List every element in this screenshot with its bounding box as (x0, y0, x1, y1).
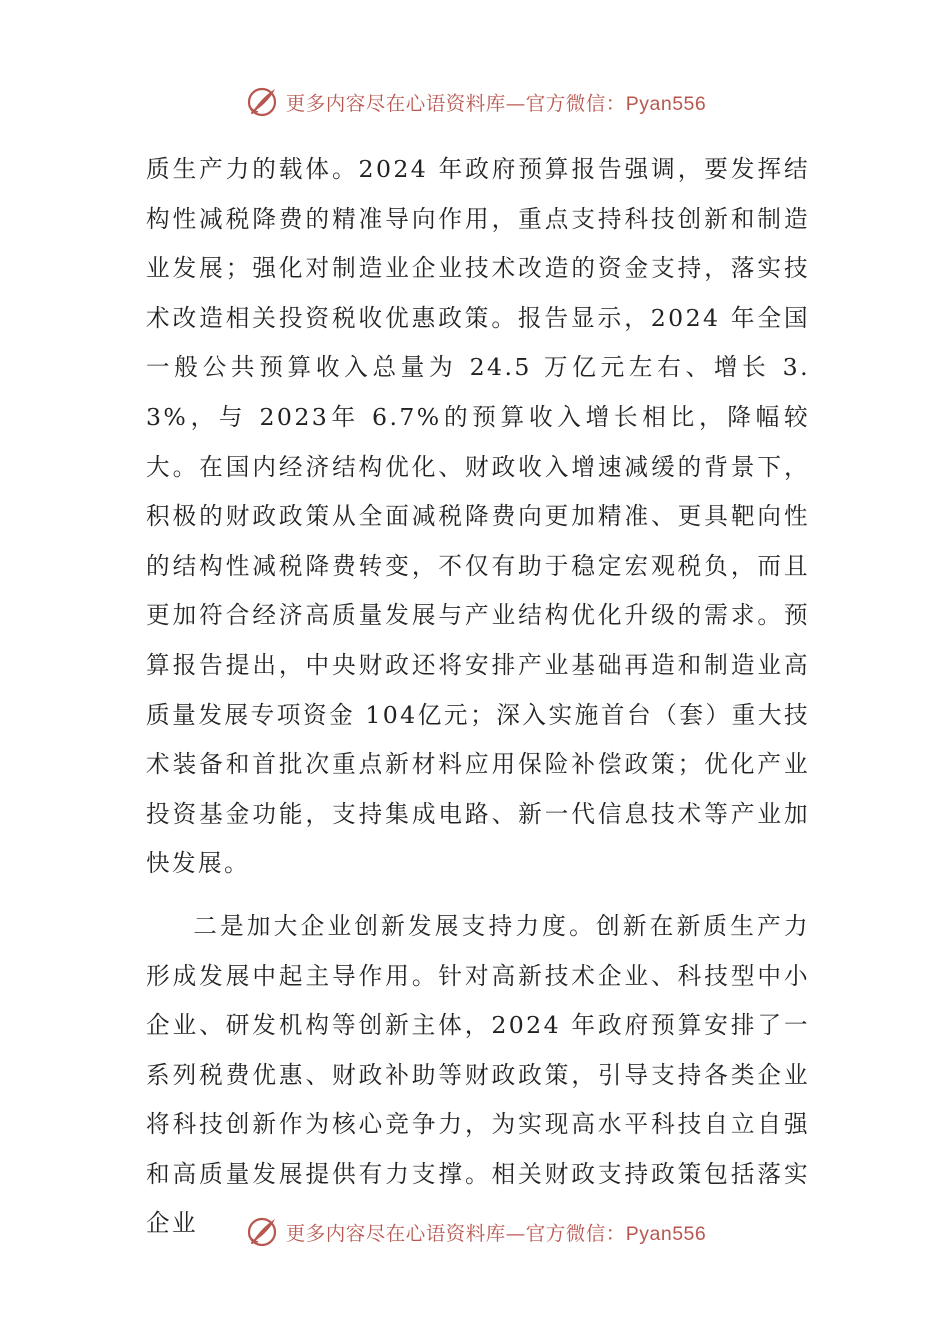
header-wechat-handle: Pyan556 (625, 93, 707, 115)
footer-banner-text: 更多内容尽在心语资料库—官方微信：Pyan556 (285, 1222, 707, 1245)
quill-pen-logo-icon (244, 84, 280, 120)
footer-banner (0, 1212, 950, 1252)
header-banner-text: 更多内容尽在心语资料库—官方微信：Pyan556 (285, 92, 707, 115)
header-banner (0, 82, 950, 122)
paragraph-continued: 质生产力的载体。2024 年政府预算报告强调，要发挥结构性减税降费的精准导向作用，重点支持科技创新和制造业发展；强化对制造业企业技术改造的资金支持，落实技术改造相关投资税收优惠政策。报告显示，2024 年全国一般公共预算收入总量为 24.5 万亿元左右、增长 3.3%，与 2023年 6.7%的预算收入增长相比，降幅较大。在国内经济结构优化、财政收入增速减缓的背景下，积极的财政政策从全面减税降费向更加精准、更具靶向性的结构性减税降费转变，不仅有助于稳定宏观税负，而且更加符合经济高质量发展与产业结构优化升级的需求。预算报告提出，中央财政还将安排产业基础再造和制造业高质量发展专项资金 104亿元；深入实施首台（套）重大技术装备和首批次重点新材料应用保险补偿政策；优化产业投资基金功能，支持集成电路、新一代信息技术等产业加快发展。 (146, 155, 810, 878)
footer-wechat-handle: Pyan556 (625, 1223, 707, 1245)
paragraph-innovation-support: 二是加大企业创新发展支持力度。创新在新质生产力形成发展中起主导作用。针对高新技术企业、科技型中小企业、研发机构等创新主体，2024 年政府预算安排了一系列税费优惠、财政补助等财政政策，引导支持各类企业将科技创新作为核心竞争力，为实现高水平科技自立自强和高质量发展提供有力支撑。相关财政支持政策包括落实企业 (146, 911, 810, 1238)
document-body (146, 145, 810, 1249)
quill-pen-logo-icon (244, 1214, 280, 1250)
